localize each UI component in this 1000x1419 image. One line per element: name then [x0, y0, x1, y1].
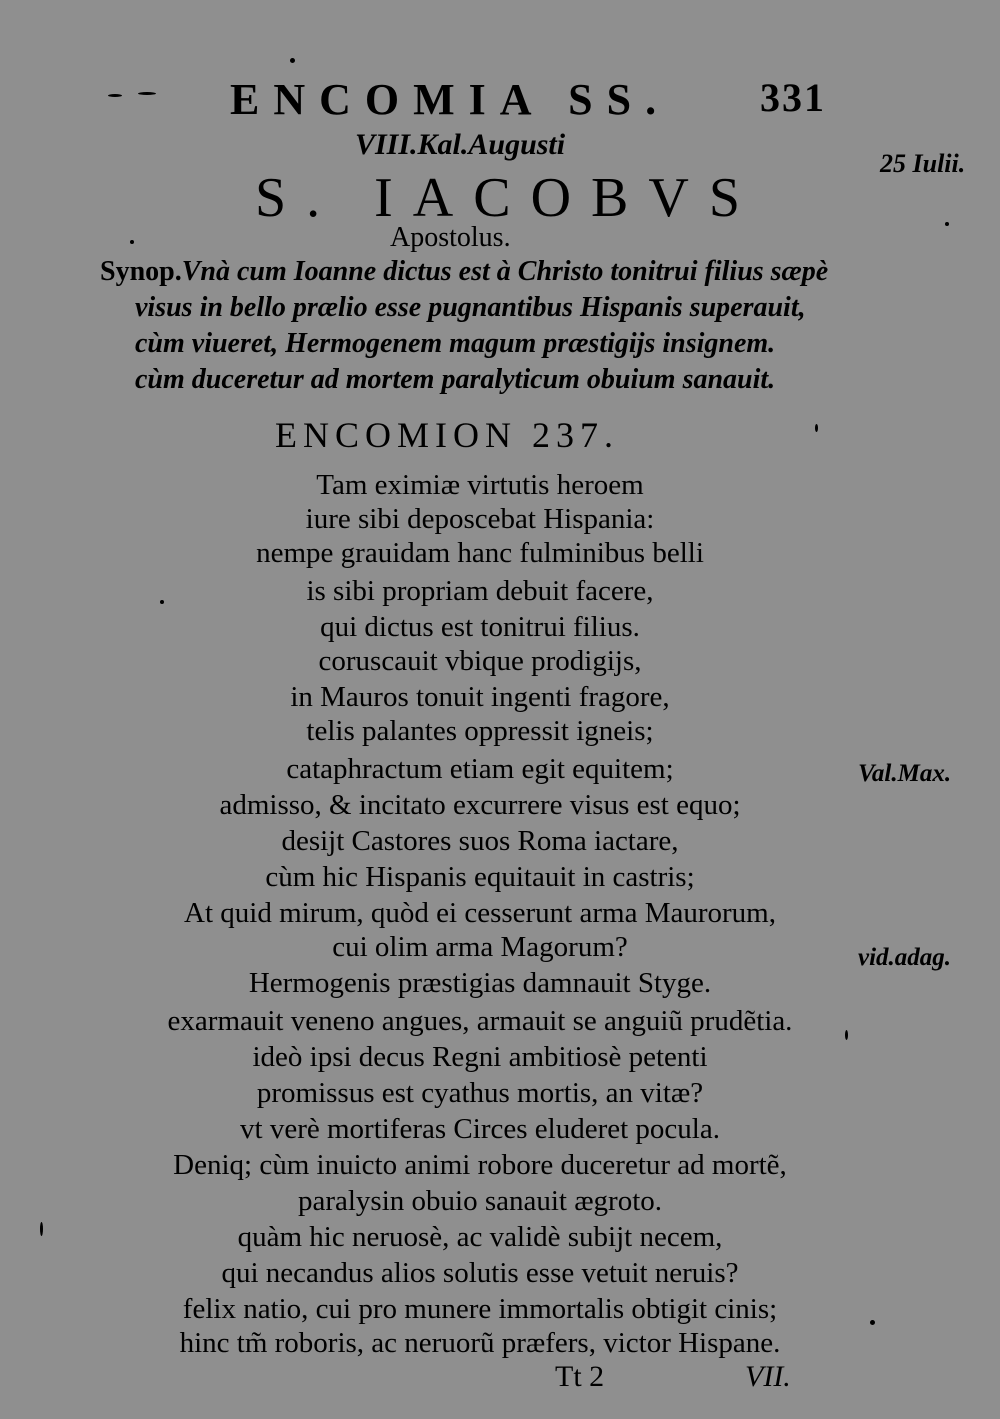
verse-line: coruscauit vbique prodigijs, — [318, 645, 642, 677]
scan-speck — [290, 58, 295, 63]
synopsis-line — [100, 256, 828, 288]
verse-line: paralysin obuio sanauit ægroto. — [297, 1185, 663, 1217]
scan-speck — [945, 222, 949, 226]
verse-line: Tam eximiæ virtutis heroem — [316, 469, 644, 501]
verse-line: iure sibi deposcebat Hispania: — [305, 503, 655, 535]
page-number: 331 — [760, 75, 826, 120]
verse-line: in Mauros tonuit ingenti fragore, — [290, 681, 670, 713]
verse-line: is sibi propriam debuit facere, — [306, 575, 654, 607]
verse-line: promissus est cyathus mortis, an vitæ? — [256, 1077, 704, 1109]
verse-line: quàm hic neruosè, ac validè subijt necem, — [237, 1221, 723, 1253]
verse-line: cui olim arma Magorum? — [332, 931, 628, 963]
verse-line: vt verè mortiferas Circes eluderet pocula. — [240, 1113, 720, 1145]
verse-line: Hermogenis præstigias damnauit Styge. — [248, 967, 712, 999]
verse-line: cataphractum etiam egit equitem; — [286, 753, 674, 785]
catchword: VII. — [745, 1360, 791, 1393]
saint-title: Apostolus. — [390, 222, 511, 253]
scan-speck — [870, 1320, 875, 1325]
verse-line: desijt Castores suos Roma iactare, — [281, 825, 679, 857]
verse-line: exarmauit veneno angues, armauit se anguiũ prudẽtia. — [167, 1005, 793, 1037]
verse-line: qui dictus est tonitrui filius. — [320, 611, 640, 643]
verse-line: hinc tm̃ roboris, ac neruorũ præfers, victor Hispane. — [179, 1327, 781, 1359]
scan-speck — [845, 1030, 848, 1040]
verse-line: ideò ipsi decus Regni ambitiosè petenti — [252, 1041, 708, 1073]
scan-speck — [40, 1222, 43, 1236]
verse-line: telis palantes oppressit igneis; — [306, 715, 654, 747]
verse-line: nempe grauidam hanc fulminibus belli — [256, 537, 704, 569]
margin-date: 25 Iulii. — [880, 149, 966, 178]
verse-line: cùm hic Hispanis equitauit in castris; — [265, 861, 695, 893]
synopsis-text: Vnà cum Ioanne dictus est à Christo tonitrui filius sæpè — [181, 256, 829, 287]
feast-date: VIII.Kal.Augusti — [355, 128, 566, 161]
scan-speck — [160, 600, 164, 604]
encomion-heading: ENCOMION 237. — [275, 415, 619, 455]
scan-speck — [815, 424, 818, 432]
synopsis-line: visus in bello prælio esse pugnantibus Hispanis superauit, — [135, 292, 806, 323]
margin-note: vid.adag. — [858, 944, 952, 971]
synopsis-line: cùm duceretur ad mortem paralyticum obuium sanauit. — [135, 364, 776, 395]
scan-speck — [130, 240, 134, 244]
scan-speck — [108, 94, 122, 97]
verse-line: Deniq; cùm inuicto animi robore duceretur ad mortẽ, — [173, 1149, 787, 1181]
scan-speck — [138, 92, 156, 95]
synopsis-line: cùm viueret, Hermogenem magum præstigijs insignem. — [135, 328, 776, 359]
verse-line: admisso, & incitato excurrere visus est equo; — [219, 789, 741, 821]
verse-line: qui necandus alios solutis esse vetuit neruis? — [221, 1257, 739, 1289]
verse-line: At quid mirum, quòd ei cesserunt arma Maurorum, — [184, 897, 776, 929]
running-title: ENCOMIA SS. — [230, 75, 671, 124]
verse-line: felix natio, cui pro munere immortalis obtigit cinis; — [182, 1293, 778, 1325]
synopsis-label: Synop. — [100, 256, 182, 287]
margin-note: Val.Max. — [858, 760, 952, 787]
saint-name: S. IACOBVS — [255, 167, 760, 229]
signature-mark: Tt 2 — [555, 1360, 605, 1393]
